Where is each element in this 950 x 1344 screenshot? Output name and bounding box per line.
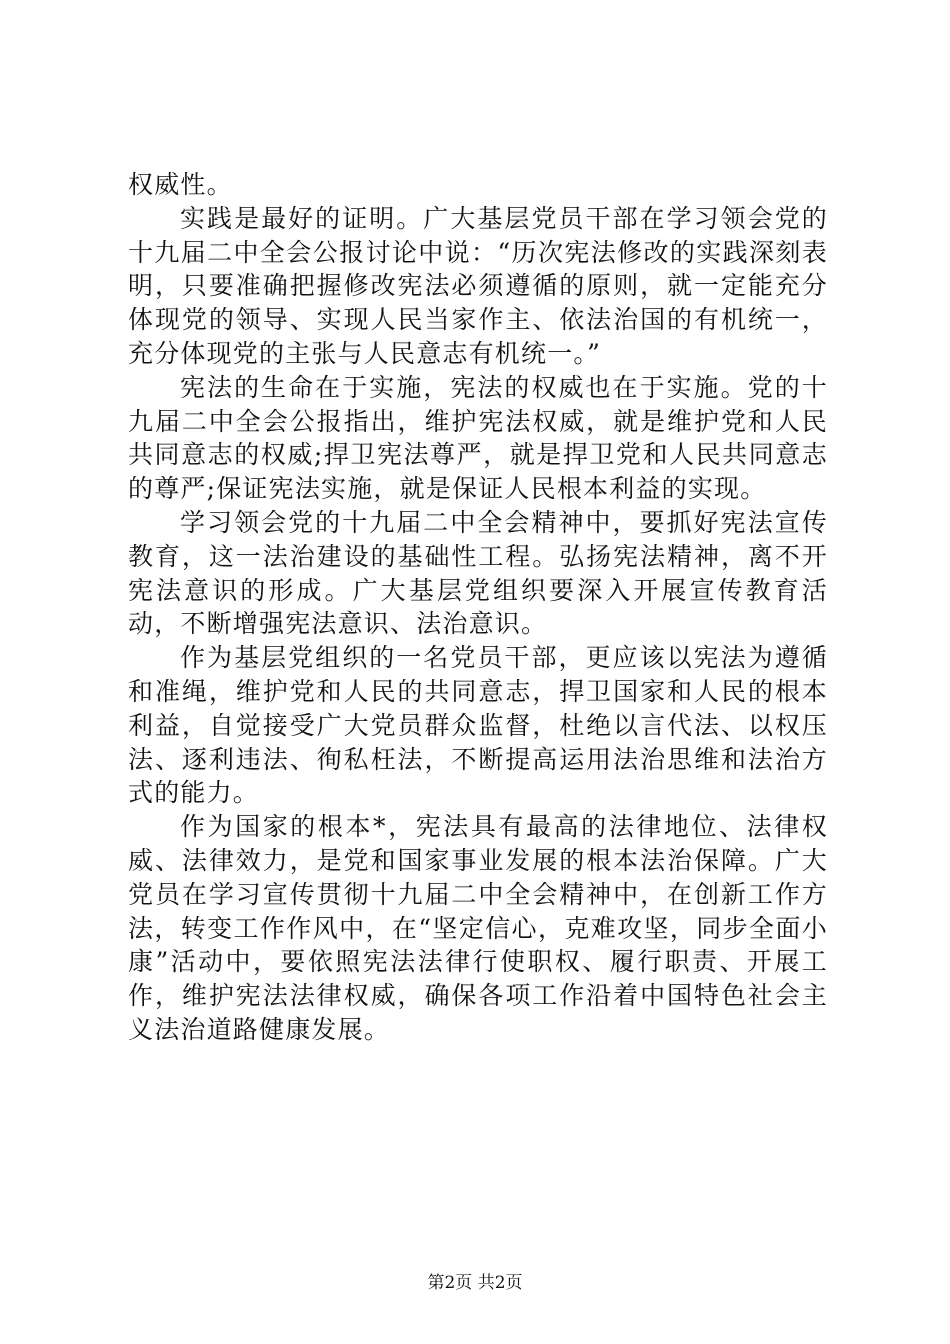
paragraph-continuation: 权威性。 <box>128 170 233 199</box>
page-footer: 第2页 共2页 <box>427 1273 523 1293</box>
paragraph-fundamental-law: 作为国家的根本*，宪法具有最高的法律地位、法律权威、法律效力，是党和国家事业发展的根本法治保障。广大党员在学习宣传贯彻十九届二中全会精神中，在创新工作方法，转变工作作风中，在“坚定信心，克难攻坚，同步全面小康”活动中，要依照宪法法律行使职权、履行职责、开展工作，维护宪法法律权威，确保各项工作沿着中国特色社会主义法治道路健康发展。 <box>128 812 828 1044</box>
paragraph-practice-proof: 实践是最好的证明。广大基层党员干部在学习领会党的十九届二中全会公报讨论中说：“历次宪法修改的实践深刻表明，只要准确把握修改宪法必须遵循的原则，就一定能充分体现党的领导、实现人民当家作主、依法治国的有机统一，充分体现党的主张与人民意志有机统一。” <box>128 203 828 368</box>
paragraph-constitution-education: 学习领会党的十九届二中全会精神中，要抓好宪法宣传教育，这一法治建设的基础性工程。弘扬宪法精神，离不开宪法意识的形成。广大基层党组织要深入开展宣传教育活动，不断增强宪法意识、法治意识。 <box>128 507 828 639</box>
document-body <box>128 168 828 1047</box>
paragraph-party-member-duty: 作为基层党组织的一名党员干部，更应该以宪法为遵循和准绳，维护党和人民的共同意志，捍卫国家和人民的根本利益，自觉接受广大党员群众监督，杜绝以言代法、以权压法、逐利违法、徇私枉法，不断提高运用法治思维和法治方式的能力。 <box>128 643 828 808</box>
paragraph-constitution-implementation: 宪法的生命在于实施，宪法的权威也在于实施。党的十九届二中全会公报指出，维护宪法权威，就是维护党和人民共同意志的权威;捍卫宪法尊严，就是捍卫党和人民共同意志的尊严;保证宪法实施，就是保证人民根本利益的实现。 <box>128 372 828 504</box>
